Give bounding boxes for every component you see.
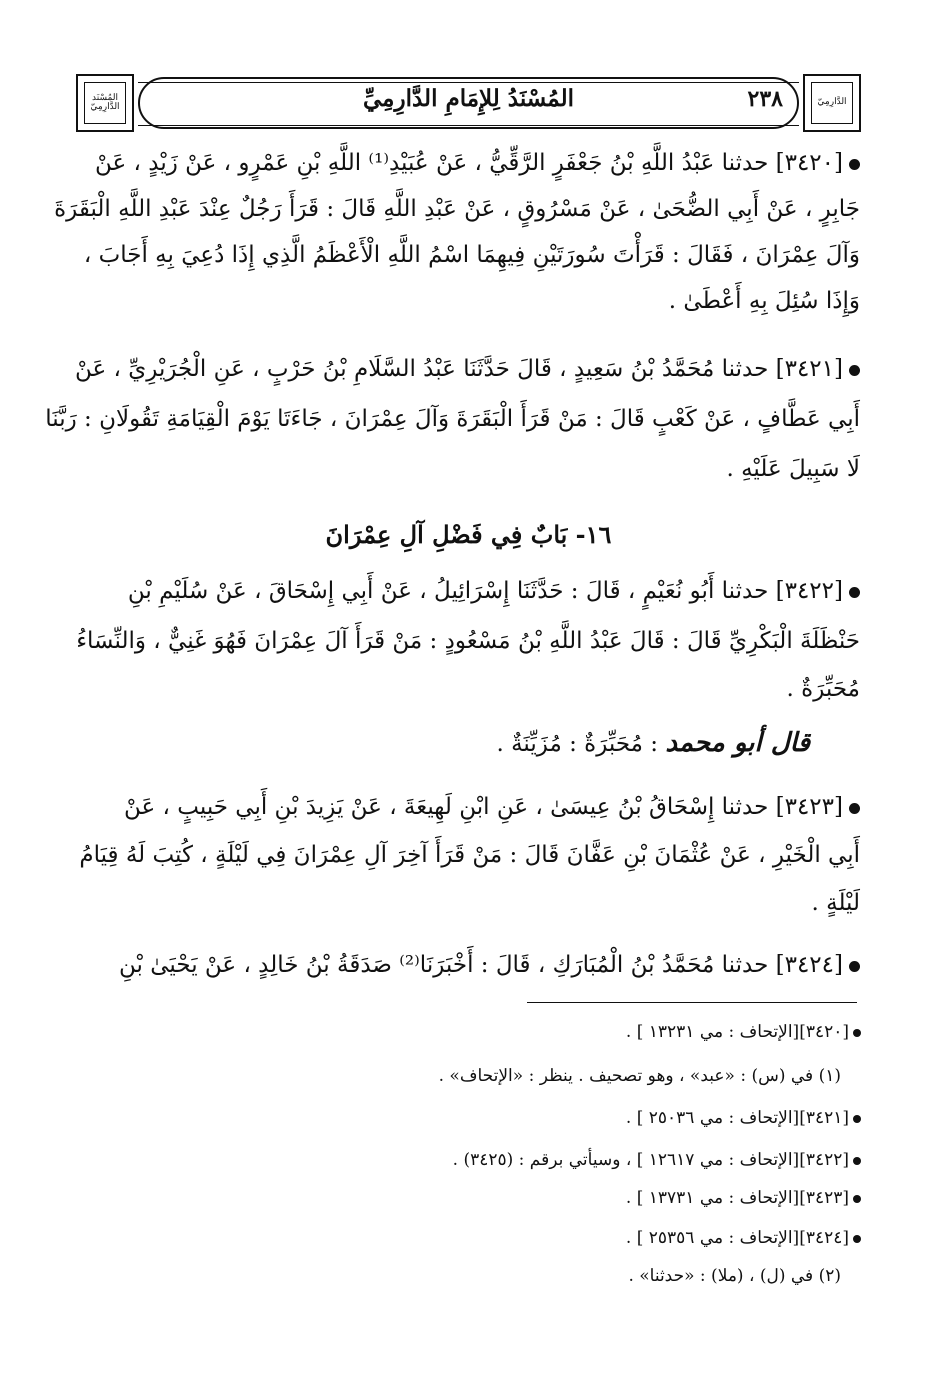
comment-label: قال أبو محمد (665, 728, 810, 758)
bullet-icon (853, 1195, 861, 1203)
footnote (626, 1022, 861, 1042)
left-ornament-text: المُسْنَد الدَّارِمِيّ (84, 82, 126, 124)
footnote-text: [٣٤٢٠][الإتحاف : مي ١٣٢٣١ ] . (625, 1022, 849, 1042)
chapter-title: ١٦- بَابٌ فِي فَضْلِ آلِ عِمْرَانَ (325, 520, 612, 549)
comment-text: : مُحَبِّرَةٌ : مُزَيِّنَةٌ . (496, 731, 659, 757)
hadith-line: حَنْظَلَةَ الْبَكْرِيِّ قَالَ : قَالَ عَبْدُ اللَّهِ بْنُ مَسْعُودٍ : مَنْ قَرَأَ آلَ عِمْرَانَ فَهُوَ غَنِيٌّ ، وَالنِّسَاءُ (76, 628, 860, 654)
bullet-icon (853, 1235, 861, 1243)
hadith-line (80, 794, 860, 820)
bullet-icon (849, 365, 860, 376)
hadith-3421 (45, 356, 860, 506)
running-title: المُسْنَدُ لِلإِمَامِ الدَّارِمِيِّ (363, 85, 574, 112)
footnote-text: [٣٤٢٣][الإتحاف : مي ١٣٧٣١ ] . (625, 1188, 849, 1208)
hadith-line: وَإِذَا سُئِلَ بِهِ أَعْطَىٰ . (668, 288, 860, 314)
page-number: ٢٣٨ (747, 86, 783, 112)
hadith-3422 (76, 578, 860, 778)
footnote-text: [٣٤٢١][الإتحاف : مي ٢٥٠٣٦ ] . (625, 1108, 849, 1128)
footnote-text: (٢) في (ل) ، (ملا) : «حدثنا» . (628, 1266, 841, 1286)
hadith-line: مُحَبِّرَةٌ . (786, 676, 860, 702)
bullet-icon (849, 961, 860, 972)
hadith-text: [٣٤٢٤] حدثنا مُحَمَّدُ بْنُ الْمُبَارَكِ ، قَالَ : أَخْبَرَنَا⁽²⁾ صَدَقَةُ بْنُ خَالِدٍ ، عَنْ يَحْيَىٰ بْنِ (119, 952, 843, 978)
footnote (439, 1066, 841, 1086)
footnote (626, 1108, 861, 1128)
hadith-line (80, 150, 860, 176)
hadith-3420 (54, 150, 860, 350)
bullet-icon (853, 1115, 861, 1123)
hadith-text: [٣٤٢٠] حدثنا عَبْدُ اللَّهِ بْنُ جَعْفَرٍ الرَّقِّيُّ ، عَنْ عُبَيْدِ⁽¹⁾ اللَّهِ بْنِ عَمْرٍو ، عَنْ زَيْدٍ ، عَنْ (94, 150, 843, 176)
hadith-line: أَبِي عَطَّافٍ ، عَنْ كَعْبٍ قَالَ : مَنْ قَرَأَ الْبَقَرَةَ وَآلَ عِمْرَانَ ، جَاءَتَا يَوْمَ الْقِيَامَةِ تَقُولَانِ : رَبَّنَا (45, 406, 860, 432)
hadith-line: أَبِي الْخَيْرِ ، عَنْ عُثْمَانَ بْنِ عَفَّانَ قَالَ : مَنْ قَرَأَ آخِرَ آلِ عِمْرَانَ فِي لَيْلَةٍ ، كُتِبَ لَهُ قِيَامُ (79, 842, 860, 868)
right-ornament (803, 74, 861, 132)
hadith-line (80, 952, 860, 978)
hadith-line: لَيْلَةٍ . (811, 890, 860, 916)
footnote (628, 1266, 841, 1286)
footnote-separator (527, 1002, 857, 1003)
author-comment (80, 728, 810, 758)
footnote (626, 1188, 861, 1208)
right-ornament-text: الدَّارِمِيّ (811, 82, 853, 124)
hadith-line (74, 356, 860, 382)
footnote-text: [٣٤٢٤][الإتحاف : مي ٢٥٣٥٦ ] . (625, 1228, 849, 1248)
hadith-text: [٣٤٢٣] حدثنا إِسْحَاقُ بْنُ عِيسَىٰ ، عَنِ ابْنِ لَهِيعَةَ ، عَنْ يَزِيدَ بْنِ أَبِي حَبِيبٍ ، عَنْ (124, 794, 843, 820)
footnote-text: [٣٤٢٢][الإتحاف : مي ١٢٦١٧ ] ، وسيأتي برقم : (٣٤٢٥) . (452, 1150, 849, 1170)
hadith-line: لَا سَبِيلَ عَلَيْهِ . (726, 456, 860, 482)
hadith-text: [٣٤٢٢] حدثنا أَبُو نُعَيْمٍ ، قَالَ : حَدَّثَنَا إِسْرَائِيلُ ، عَنْ أَبِي إِسْحَاقَ ، عَنْ سُلَيْمِ بْنِ (127, 578, 843, 604)
hadith-line (80, 578, 860, 604)
hadith-text: [٣٤٢١] حدثنا مُحَمَّدُ بْنُ سَعِيدٍ ، قَالَ حَدَّثَنَا عَبْدُ السَّلَامِ بْنُ حَرْبٍ ، عَنِ الْجُرَيْرِيِّ ، عَنْ (74, 356, 843, 382)
bullet-icon (849, 803, 860, 814)
bullet-icon (849, 587, 860, 598)
bullet-icon (853, 1157, 861, 1165)
footnote-text: (١) في (س) : «عبد» ، وهو تصحيف . ينظر : «الإتحاف» . (438, 1066, 841, 1086)
page-header (76, 74, 861, 132)
hadith-3423 (80, 794, 860, 944)
bullet-icon (849, 159, 860, 170)
hadith-3424 (80, 952, 860, 992)
bullet-icon (853, 1029, 861, 1037)
hadith-line: جَابِرٍ ، عَنْ أَبِي الضُّحَىٰ ، عَنْ مَسْرُوقٍ ، عَنْ عَبْدِ اللَّهِ قَالَ : قَرَأَ رَجُلٌ عِنْدَ عَبْدِ اللَّهِ الْبَقَرَةَ (54, 196, 860, 222)
footnote (453, 1150, 861, 1170)
hadith-line: وَآلَ عِمْرَانَ ، فَقَالَ : قَرَأْتَ سُورَتَيْنِ فِيهِمَا اسْمُ اللَّهِ الْأَعْظَمُ الَّذِي إِذَا دُعِيَ بِهِ أَجَابَ ، (83, 242, 860, 268)
footnote (626, 1228, 861, 1248)
